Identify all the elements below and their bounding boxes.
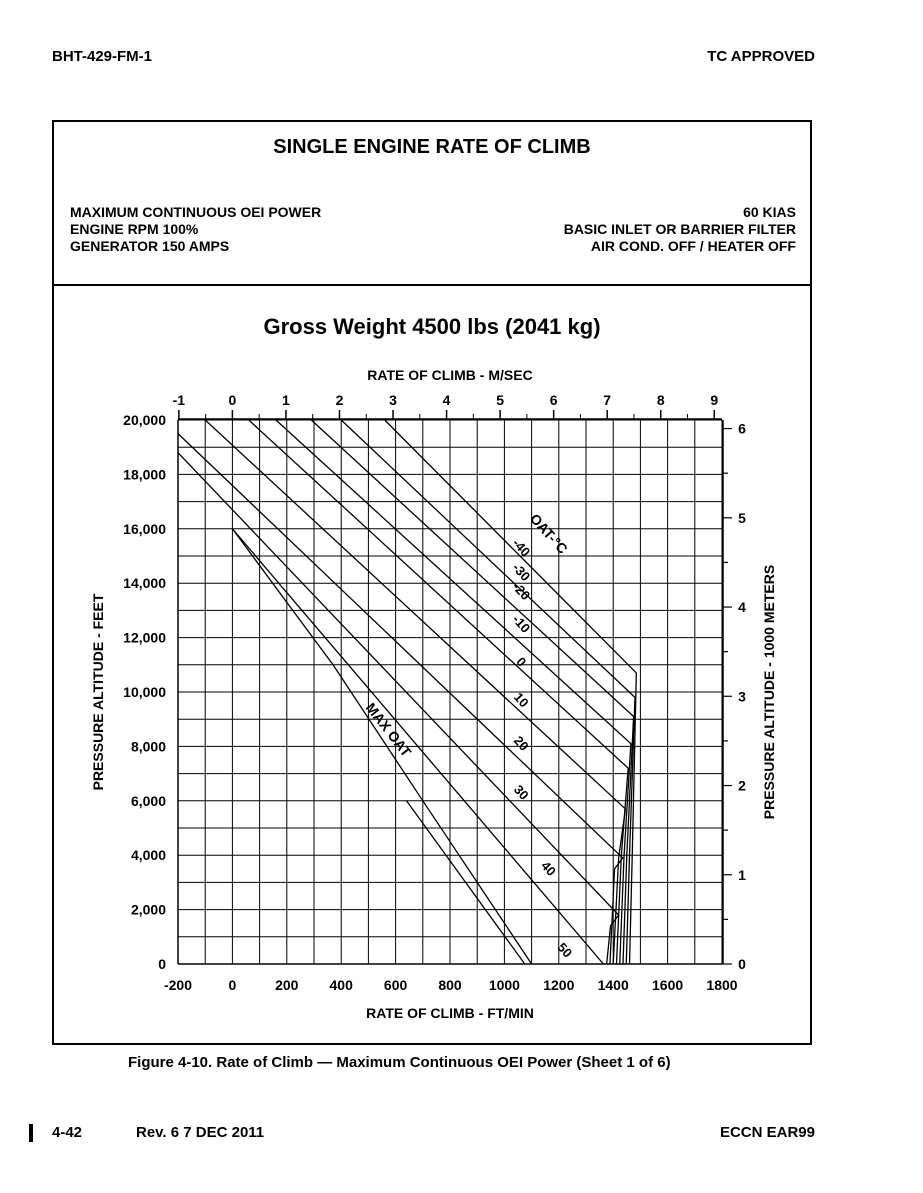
x-tick-label: 200 — [275, 977, 299, 993]
y-axis-label: PRESSURE ALTITUDE - FEET — [90, 593, 106, 791]
top-tick-label: 1 — [282, 392, 290, 408]
approval-status: TC APPROVED — [707, 48, 815, 65]
y-tick-label: 4,000 — [130, 847, 166, 864]
y-tick-label: 8,000 — [130, 738, 166, 755]
doc-id: BHT-429-FM-1 — [52, 48, 153, 65]
top-tick-label: 0 — [228, 392, 237, 408]
top-tick-label: -1 — [172, 392, 186, 408]
y-tick-label: 2,000 — [130, 901, 166, 918]
oat-series-label: -30 — [509, 560, 534, 585]
chart-box-title: SINGLE ENGINE RATE OF CLIMB — [273, 136, 591, 158]
oat-series-label: -40 — [509, 535, 534, 560]
x-tick-label: 0 — [228, 977, 237, 993]
oat-series-label: 50 — [554, 939, 576, 961]
x-tick-label: -200 — [163, 977, 193, 993]
top-tick-label: 9 — [710, 392, 719, 408]
x-tick-label: 600 — [383, 977, 408, 993]
oat-series-label: 30 — [510, 781, 532, 803]
condition-generator: GENERATOR 150 AMPS — [70, 238, 230, 254]
eccn-code: ECCN EAR99 — [719, 1124, 815, 1141]
right-tick-label: 6 — [738, 420, 746, 437]
oat-series-label: 10 — [510, 689, 532, 711]
change-bar — [29, 1124, 33, 1142]
top-tick-label: 8 — [656, 392, 665, 408]
right-tick-label: 3 — [738, 688, 746, 705]
condition-inlet: BASIC INLET OR BARRIER FILTER — [563, 221, 796, 237]
top-tick-label: 6 — [549, 392, 558, 408]
top-tick-label: 4 — [442, 392, 451, 408]
page-number: 4-42 — [52, 1124, 83, 1141]
top-tick-label: 7 — [603, 392, 612, 408]
top-axis-label: RATE OF CLIMB - M/SEC — [367, 367, 533, 383]
y-tick-label: 10,000 — [123, 684, 166, 700]
x-tick-label: 1400 — [597, 977, 629, 993]
x-tick-label: 1800 — [706, 977, 738, 993]
x-tick-label: 1000 — [488, 977, 520, 993]
right-tick-label: 4 — [738, 599, 746, 616]
x-tick-label: 1200 — [543, 977, 575, 993]
oat-header-label: OAT-°C — [526, 510, 571, 557]
oat-series-label: 0 — [513, 654, 530, 670]
chart-title: Gross Weight 4500 lbs (2041 kg) — [263, 314, 601, 339]
condition-rpm: ENGINE RPM 100% — [70, 221, 199, 237]
condition-airspeed: 60 KIAS — [743, 204, 796, 220]
y-tick-label: 18,000 — [123, 466, 166, 483]
right-axis-label: PRESSURE ALTITUDE - 1000 METERS — [761, 564, 777, 820]
x-axis-label: RATE OF CLIMB - FT/MIN — [366, 1005, 534, 1021]
x-tick-label: 400 — [329, 977, 353, 993]
right-tick-label: 2 — [738, 777, 746, 794]
condition-power: MAXIMUM CONTINUOUS OEI POWER — [70, 204, 322, 220]
x-tick-label: 1600 — [652, 977, 684, 993]
y-tick-label: 6,000 — [130, 792, 166, 809]
y-tick-label: 14,000 — [123, 575, 166, 592]
max-oat-label: MAX OAT — [362, 699, 415, 760]
series-line — [178, 434, 623, 964]
y-tick-label: 12,000 — [123, 629, 166, 646]
oat-series-label: 20 — [510, 732, 532, 754]
x-tick-label: 800 — [438, 977, 462, 993]
oat-series-label: -20 — [509, 579, 534, 604]
y-tick-label: 20,000 — [123, 412, 166, 428]
y-tick-label: 0 — [158, 956, 166, 972]
figure-caption: Figure 4-10. Rate of Climb — Maximum Continuous OEI Power (Sheet 1 of 6) — [128, 1054, 671, 1071]
y-tick-label: 16,000 — [123, 520, 166, 537]
top-tick-label: 3 — [389, 392, 397, 408]
top-tick-label: 2 — [335, 392, 344, 408]
oat-series-label: 40 — [538, 858, 559, 879]
right-tick-label: 0 — [738, 956, 746, 972]
right-tick-label: 5 — [738, 509, 746, 526]
revision-date: Rev. 6 7 DEC 2011 — [136, 1124, 265, 1141]
top-tick-label: 5 — [496, 392, 505, 408]
condition-aircond: AIR COND. OFF / HEATER OFF — [590, 238, 796, 254]
oat-series-label: -10 — [509, 611, 534, 636]
right-tick-label: 1 — [738, 866, 746, 883]
